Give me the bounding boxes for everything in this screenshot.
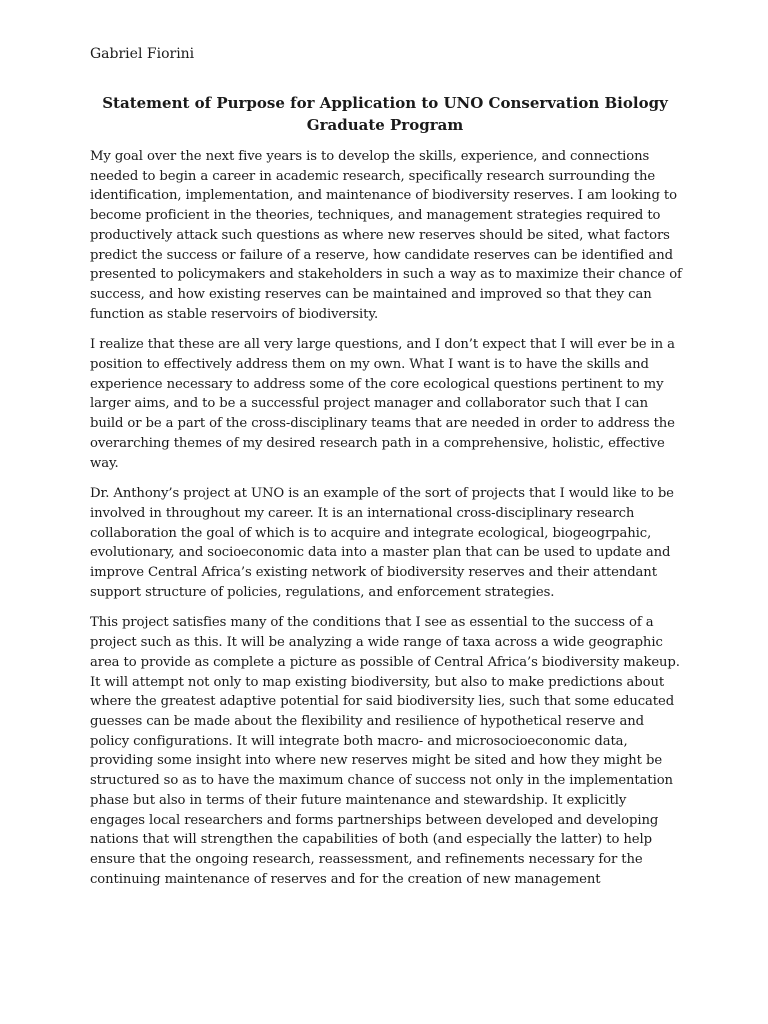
document-body xyxy=(90,147,682,900)
paragraph-conditions: This project satisfies many of the conditions that I see as essential to the success of a project such as this. It will be analyzing a wide range of taxa across a wide geographic area to provide as complete a picture as possible of Central Africa’s biodiversity makeup. It will attempt not only to map existing biodiversity, but also to make predictions about where the greatest adaptive potential for said biodiversity lies, such that some educated guesses can be made about the flexibility and resilience of hypothetical reserve and policy configurations. It will integrate both macro- and microsocioeconomic data, providing some insight into where new reserves might be sited and how they might be structured so as to have the maximum chance of success not only in the implementation phase but also in terms of their future maintenance and stewardship. It explicitly engages local researchers and forms partnerships between developed and developing nations that will strengthen the capabilities of both (and especially the latter) to help ensure that the ongoing research, reassessment, and refinements necessary for the continuing maintenance of reserves and for the creation of new management xyxy=(90,615,680,887)
paragraph-goals: My goal over the next five years is to develop the skills, experience, and connections needed to begin a career in academic research, specifically research surrounding the identification, implementation, and maintenance of biodiversity reserves. I am looking to become proficient in the theories, techniques, and management strategies required to productively attack such questions as where new reserves should be sited, what factors predict the success or failure of a reserve, how candidate reserves can be identified and presented to policymakers and stakeholders in such a way as to maximize their chance of success, and how existing reserves can be maintained and improved so that they can function as stable reservoirs of biodiversity. xyxy=(90,149,682,322)
paragraph-project: Dr. Anthony’s project at UNO is an example of the sort of projects that I would like to be involved in throughout my career. It is an international cross-disciplinary research collaboration the goal of which is to acquire and integrate ecological, biogeogrpahic, evolutionary, and socioeconomic data into a master plan that can be used to update and improve Central Africa’s existing network of biodiversity reserves and their attendant support structure of policies, regulations, and enforcement strategies. xyxy=(90,486,674,600)
document-title: Statement of Purpose for Application to UNO Conservation Biology Graduate Program xyxy=(102,94,668,134)
author-name: Gabriel Fiorini xyxy=(90,46,195,62)
paragraph-aims: I realize that these are all very large questions, and I don’t expect that I will ever be in a position to effectively address them on my own. What I want is to have the skills and experience necessary to address some of the core ecological questions pertinent to my larger aims, and to be a successful project manager and collaborator such that I can build or be a part of the cross-disciplinary teams that are needed in order to address the overarching themes of my desired research path in a comprehensive, holistic, effective way. xyxy=(90,337,675,471)
